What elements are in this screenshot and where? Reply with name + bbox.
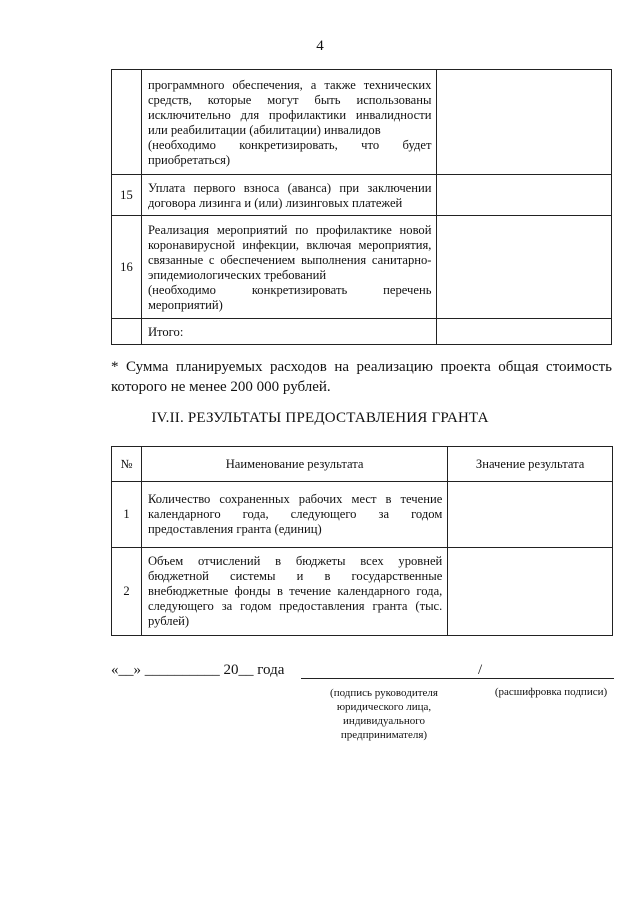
result-name: Объем отчислений в бюджеты всех уровней бюджетной системы и в государственные внебюджетные фонды в течение календарного года, следующего за годом предоставления гранта (тыс. рублей) <box>141 548 447 636</box>
signature-slash: / <box>478 662 483 678</box>
result-value-cell[interactable] <box>448 482 613 548</box>
table-header-row <box>112 447 613 482</box>
row-description: Реализация мероприятий по профилактике новой коронавирусной инфекции, включая мероприятия, связанные с обеспечением выполнения санитарно- эпидемиологических требований (необходимо конкретизировать перечень мероприятий) <box>141 216 437 319</box>
total-value-cell[interactable] <box>437 319 612 345</box>
row-description: программного обеспечения, а также технических средств, которые могут быть использованы исключительно для профилактики инвалидности или реабилитации (абилитации) инвалидов (необходимо конкретизировать, что будет приобретаться) <box>141 70 437 175</box>
signature-caption: (подпись руководителя юридического лица, индивидуального предпринимателя) <box>330 687 438 741</box>
table-row <box>112 482 613 548</box>
total-label: Итого: <box>141 319 437 345</box>
row-number: 2 <box>112 548 142 636</box>
table-row <box>112 319 612 345</box>
row-description: Уплата первого взноса (аванса) при заключении договора лизинга и (или) лизинговых платежей <box>141 175 437 216</box>
header-number: № <box>112 447 142 482</box>
results-table <box>111 446 613 636</box>
section-title: IV.II. РЕЗУЛЬТАТЫ ПРЕДОСТАВЛЕНИЯ ГРАНТА <box>151 410 489 426</box>
signature-block <box>111 662 621 752</box>
row-value-cell[interactable] <box>437 175 612 216</box>
row-value-cell[interactable] <box>437 70 612 175</box>
table-row <box>112 175 612 216</box>
row-number <box>112 70 142 175</box>
header-result-name: Наименование результата <box>141 447 447 482</box>
result-value-cell[interactable] <box>448 548 613 636</box>
row-number <box>112 319 142 345</box>
result-name: Количество сохраненных рабочих мест в течение календарного года, следующего за годом предоставления гранта (единиц) <box>141 482 447 548</box>
row-number: 1 <box>112 482 142 548</box>
row-number: 16 <box>112 216 142 319</box>
table-row <box>112 70 612 175</box>
signature-decode-caption: (расшифровка подписи) <box>494 686 608 698</box>
row-number: 15 <box>112 175 142 216</box>
date-line[interactable]: «__» __________ 20__ года <box>111 662 285 678</box>
page-number: 4 <box>316 38 324 54</box>
signature-decode-line[interactable] <box>496 678 614 679</box>
table-row <box>112 548 613 636</box>
footnote: * Сумма планируемых расходов на реализацию проекта общая стоимость которого не менее 200 000 рублей. <box>111 359 612 395</box>
table-row <box>112 216 612 319</box>
expenses-table <box>111 69 612 345</box>
row-value-cell[interactable] <box>437 216 612 319</box>
header-result-value: Значение результата <box>448 447 613 482</box>
